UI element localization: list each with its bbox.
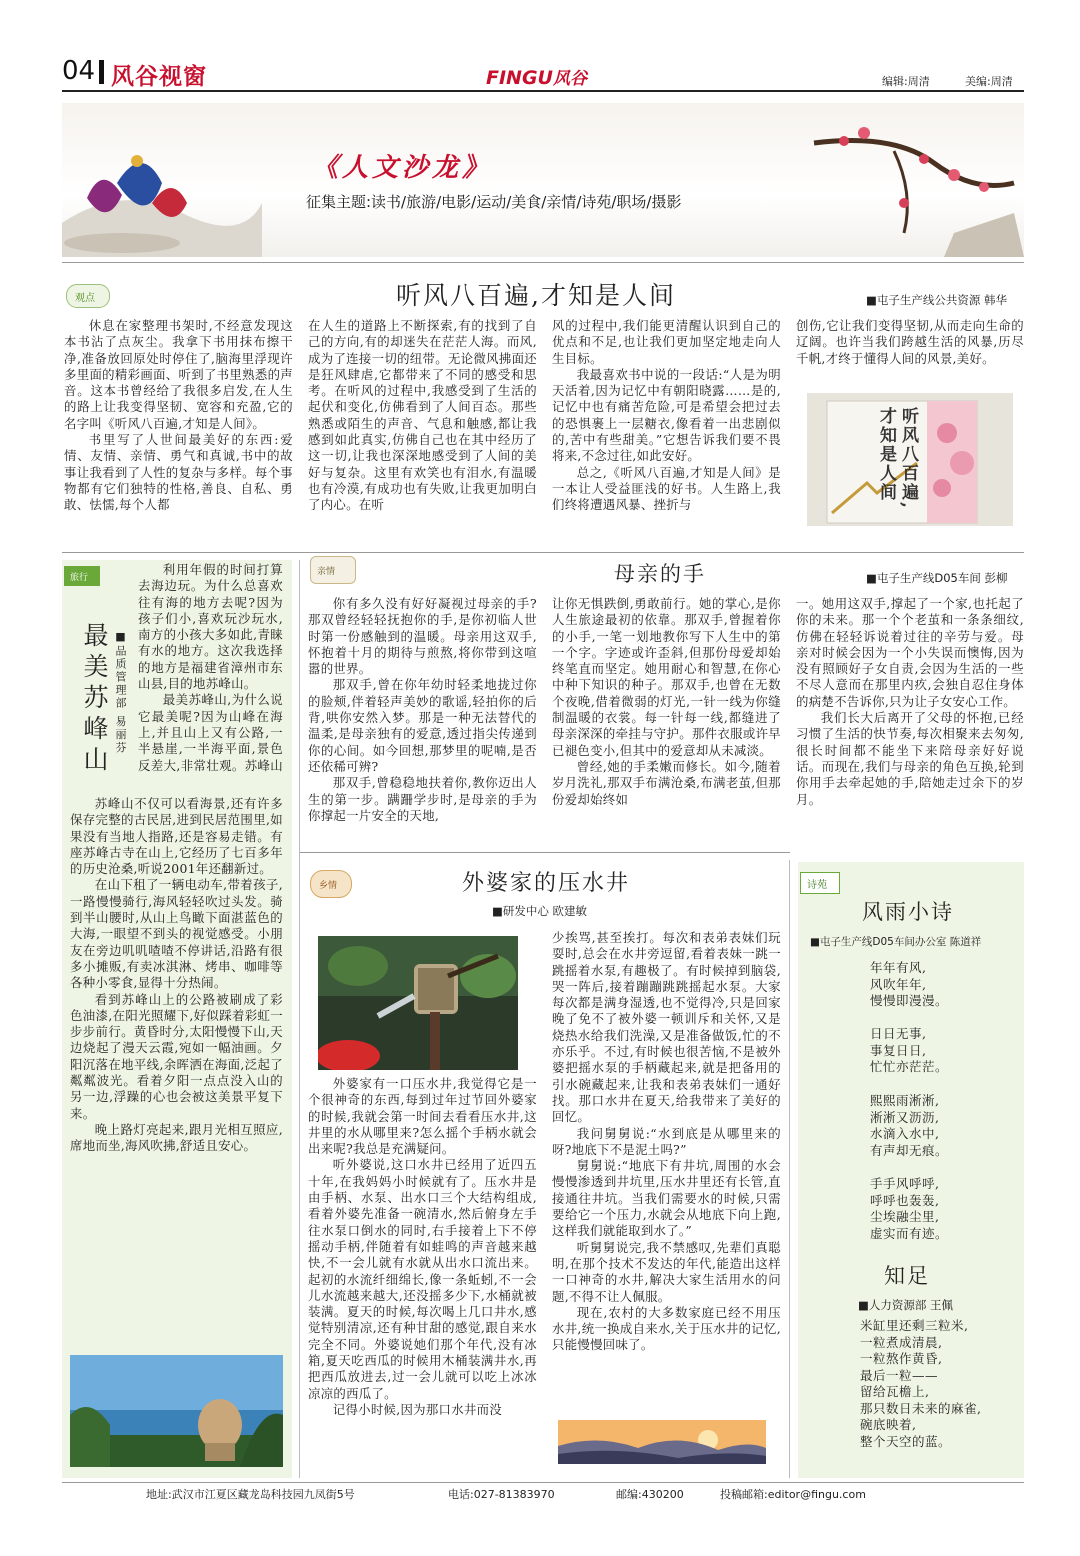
tag-label: 观点 xyxy=(75,293,95,304)
paragraph: 让你无惧跌倒,勇敢前行。她的掌心,是你人生旅途最初的依靠。那双手,曾握着你的小手,一笔一划地教你写下人生中的第一个字。字迹或许歪斜,但那份母爱却始终笔直而坚定。她用耐心和智慧,在你心中种下知识的种子。那双手,也曾在无数个夜晚,借着微弱的灯光,一针一线为你缝制温暖的衣裳。每一针每一线,都缝进了母亲深深的牵挂与守护。那件衣服或许早已褪色变小,但其中的爱意却从未减淡。 xyxy=(552,596,781,758)
column-divider xyxy=(299,560,300,1478)
sunset-illustration xyxy=(558,1420,766,1464)
article-column xyxy=(552,318,781,514)
book-cover-image xyxy=(807,393,1013,526)
paragraph: 外婆家有一口压水井,我觉得它是一个很神奇的东西,每到过年过节回外婆家的时候,我就会第一时间去看看压水井,这井里的水从哪里来?怎么摇个手柄水就会出来呢?我总是充满疑问。 xyxy=(308,1076,537,1157)
tag-icon-opinion xyxy=(66,284,110,308)
tag-icon-family xyxy=(310,556,356,584)
banner-title: 《人文沙龙》 xyxy=(312,153,493,183)
footer-email[interactable]: 投稿邮箱:editor@fingu.com xyxy=(720,1488,866,1501)
poem-byline: ■人力资源部 王佩 xyxy=(858,1298,954,1312)
poem-title: 知足 xyxy=(884,1264,930,1288)
poem-stanza: 年年有风, 风吹年年, 慢慢即漫漫。 xyxy=(870,960,949,1008)
column-divider xyxy=(789,860,790,1478)
banner-topics: 征集主题:读书/旅游/电影/运动/美食/亲情/诗苑/职场/摄影 xyxy=(306,193,682,211)
banner-decoration-right xyxy=(804,103,1024,257)
paragraph: 创伤,它让我们变得坚韧,从而走向生命的辽阔。也许当我们跨越生活的风暴,历尽千帆,才终于懂得人间的风景,美好。 xyxy=(796,318,1024,366)
paragraph: 看到苏峰山上的公路被刷成了彩色油漆,在阳光照耀下,好似踩着彩虹一步步前行。黄昏时分,太阳慢慢下山,天边烧起了漫天云霞,宛如一幅油画。夕阳沉落在地平线,余晖洒在海面,泛起了粼粼波光。看着夕阳一点点没入山的另一边,浮躁的心也会被这美景平复下来。 xyxy=(70,991,283,1121)
footer-phone: 电话:027-81383970 xyxy=(448,1488,555,1501)
article-byline: ■品质管理部 易丽芬 xyxy=(114,630,127,755)
page-number: 04 xyxy=(62,56,96,86)
article-title: 最美苏峰山 xyxy=(80,622,109,777)
article-column xyxy=(796,318,1024,367)
paragraph: 听舅舅说完,我不禁感叹,先辈们真聪明,在那个技术不发达的年代,能造出这样一口神奇的水井,解决大家生活用水的问题,不得不让人佩服。 xyxy=(552,1239,781,1304)
article-title: 外婆家的压水井 xyxy=(462,871,631,896)
article-title: 母亲的手 xyxy=(614,562,706,586)
poem-title: 风雨小诗 xyxy=(862,900,954,924)
paragraph: 那双手,曾稳稳地扶着你,教你迈出人生的第一步。蹒跚学步时,是母亲的手为你撑起一片安全的天地, xyxy=(308,775,537,823)
poem-stanza: 手手风呼呼, 呼呼也轰轰, 尘埃融尘里, 虚实而有迹。 xyxy=(870,1176,949,1241)
paragraph: 最美苏峰山,为什么说它最美呢?因为山峰在海上,并且山上又有公路,一半悬崖,一半海平面,景色反差大,非常壮观。苏峰山 xyxy=(138,692,283,773)
paragraph: 休息在家整理书架时,不经意发现这本书沾了点灰尘。我拿下书用抹布擦干净,准备放回原处时停住了,脑海里浮现许多里面的精彩画面、听到了书里熟悉的声音。这本书曾经给了我很多启发,在人生的路上让我变得坚韧、宽容和充盈,它的名字叫《听风八百遍,才知是人间》。 xyxy=(64,318,293,431)
paragraph: 书里写了人世间最美好的东西:爱情、友情、亲情、勇气和真诚,书中的故事让我看到了人性的复杂与多样。每个事物都有它们独特的性格,善良、自私、勇敢、怯懦,每个人都 xyxy=(64,432,293,513)
footer-postcode: 邮编:430200 xyxy=(616,1488,684,1501)
article-column xyxy=(64,318,293,514)
article-byline: ■屯子生产线公共资源 韩华 xyxy=(866,293,1008,307)
article-column xyxy=(552,596,781,808)
poem-stanza: 熙熙雨淅淅, 淅淅又沥沥, 水滴入水中, 有声却无痕。 xyxy=(870,1093,949,1158)
paragraph: 你有多久没有好好凝视过母亲的手?那双曾经轻轻抚抱你的手,是你初临人世时第一份感触到的温暖。母亲用这双手,怀抱着十月的期待与煎熬,将你带到这喧嚣的世界。 xyxy=(308,596,537,677)
article-byline: ■研发中心 欧建敏 xyxy=(492,904,588,918)
paragraph: 总之,《听风八百遍,才知是人间》是一本让人受益匪浅的好书。人生路上,我们终将遭遇风暴、挫折与 xyxy=(552,464,781,513)
paragraph: 记得小时候,因为那口水井而没 xyxy=(332,1401,503,1417)
poem-byline: ■屯子生产线D05车间办公室 陈道祥 xyxy=(810,936,982,948)
tag-label: 亲情 xyxy=(317,567,336,577)
logo-cn: 风谷 xyxy=(552,69,587,89)
logo-text: FINGU xyxy=(486,67,553,89)
tag-label: 旅行 xyxy=(70,573,89,583)
article-column xyxy=(308,318,537,514)
paragraph: 风的过程中,我们能更清醒认识到自己的优点和不足,也让我们更加坚定地走向人生目标。 xyxy=(552,318,781,366)
book-title: 听风八百遍,才知是人间 xyxy=(876,407,918,510)
section-rule xyxy=(62,552,1024,553)
article-column xyxy=(552,930,781,1354)
paragraph: 听外婆说,这口水井已经用了近四五十年,在我妈妈小时候就有了。压水井是由手柄、水泵、出水口三个大结构组成,看着外婆先准备一碗清水,然后俯身左手往水泵口倒水的同时,右手接着上下不停摇动手柄,伴随着有如蛙鸣的声音越来越快,不一会儿就有水就从出水口流出来。起初的水流纤细绵长,像一条蚯蚓,不一会儿水流越来越大,还没摇多少下,水桶就被装满。夏天的时候,每次喝上几口井水,感觉特别清凉,还有种甘甜的感觉,跟自来水完全不同。外婆说她们那个年代,没有冰箱,夏天吃西瓜的时候用木桶装满井水,再把西瓜放进去,过一会儿就可以吃上冰冰凉凉的西瓜了。 xyxy=(308,1157,537,1401)
article-column xyxy=(796,596,1024,808)
paragraph: 我问舅舅说:“水到底是从哪里来的呀?地底下不是泥土吗?” xyxy=(552,1125,781,1157)
tag-icon-travel xyxy=(64,566,100,586)
poem-stanza: 日日无事, 事复日日, 忙忙亦茫茫。 xyxy=(870,1026,949,1074)
article-column xyxy=(138,562,283,773)
article-column xyxy=(308,596,537,824)
banner-rule xyxy=(62,262,1024,263)
banner-decoration-left xyxy=(62,103,262,257)
paragraph: 苏峰山不仅可以看海景,还有许多保存完整的古民居,进到民居范围里,如果没有当地人指路,还是容易走错。有座苏峰古寺在山上,它经历了七百多年的历史沧桑,听说2001年还翻新过。 xyxy=(70,796,283,877)
designer-credit: 美编:周清 xyxy=(965,75,1013,88)
seaside-illustration xyxy=(70,1355,283,1467)
seaside-photo xyxy=(70,1355,283,1467)
paragraph: 舅舅说:“地底下有井坑,周围的水会慢慢渗透到井坑里,压水井里还有长管,直接通往井坑。当我们需要水的时候,只需要给它一个压力,水就会从地底下向上跑,这样我们就能取到水了。” xyxy=(552,1158,781,1239)
header-rule xyxy=(62,90,1024,92)
footer-rule xyxy=(62,1482,1024,1483)
tag-icon-poetry xyxy=(800,872,840,894)
water-pump-photo xyxy=(318,936,518,1070)
tag-label: 诗苑 xyxy=(807,880,827,891)
paragraph: 在山下租了一辆电动车,带着孩子,一路慢慢骑行,海风轻轻吹过头发。骑到半山腰时,从山上鸟瞰下面湛蓝色的大海,一眼望不到头的视觉感受。小朋友在旁边叽叽喳喳不停讲话,沿路有很多小摊贩,有卖冰淇淋、烤串、咖啡等各种小零食,显得十分热闹。 xyxy=(70,877,283,991)
paragraph: 现在,农村的大多数家庭已经不用压水井,统一换成自来水,关于压水井的记忆,只能慢慢回味了。 xyxy=(552,1304,781,1353)
banner xyxy=(62,103,1024,257)
poem-body: 米缸里还剩三粒米, 一粒煮成清晨, 一粒熬作黄昏, 最后一粒—— 留给瓦檐上, 那只数日未来的麻雀, 碗底映着, 整个天空的蓝。 xyxy=(860,1318,982,1449)
editor-credit: 编辑:周清 xyxy=(882,75,930,88)
fingu-logo xyxy=(486,64,587,89)
tag-label: 乡情 xyxy=(319,881,338,891)
footer-address: 地址:武汉市江夏区藏龙岛科技园九凤街5号 xyxy=(146,1488,355,1501)
paragraph: 利用年假的时间打算去海边玩。为什么总喜欢往有海的地方去呢?因为孩子们小,喜欢玩沙玩水,南方的小孩大多如此,青睐有水的地方。这次我选择的地方是福建省漳州市东山县,目的地苏峰山。 xyxy=(138,562,283,692)
paragraph: 我们长大后离开了父母的怀抱,已经习惯了生活的快节奏,每次相聚来去匆匆,很长时间都不能坐下来陪母亲好好说话。而现在,我们与母亲的角色互换,轮到你用手去牵起她的手,陪她走过余下的岁月。 xyxy=(796,710,1024,807)
page-number-divider xyxy=(99,60,104,84)
article-title: 听风八百遍,才知是人间 xyxy=(396,281,676,310)
article-column xyxy=(308,1076,537,1418)
paragraph: 曾经,她的手柔嫩而修长。如今,随着岁月洗礼,那双手布满沧桑,布满老茧,但那份爱却始终如 xyxy=(552,758,781,807)
sunset-graphic xyxy=(558,1420,766,1464)
paragraph: 在人生的道路上不断探索,有的找到了自己的方向,有的却迷失在茫茫人海。而风,成为了连接一切的纽带。无论微风拂面还是狂风肆虐,它都带来了不同的感受和思考。在听风的过程中,我感受到了生活的起伏和变化,仿佛看到了人间百态。那些熟悉或陌生的声音、气息和触感,都让我感到如此真实,仿佛自己也在其中经历了这一切,让我也深深地感受到了人间的美好与复杂。这里有欢笑也有泪水,有温暖也有冷漠,有成功也有失败,让我更加明白了内心。在听 xyxy=(308,318,537,513)
pump-illustration xyxy=(318,936,518,1070)
tag-icon-hometown xyxy=(310,870,352,898)
section-rule xyxy=(300,852,790,853)
paragraph: 一。她用这双手,撑起了一个家,也托起了你的未来。那一个个老茧和一条条细纹,仿佛在轻轻诉说着过往的辛劳与爱。母亲对时候会因为一个小失误而懊悔,因为没有照顾好子女自责,会因为生活的一些不尽人意而在那里内疚,会独自忍住身体的病楚不告诉你,只为让子女安心工作。 xyxy=(796,596,1024,709)
paragraph: 那双手,曾在你年幼时轻柔地拢过你的脸颊,伴着轻声美妙的歌谣,轻拍你的后背,哄你安然入梦。那是一种无法替代的温柔,是母亲独有的爱意,透过指尖传递到你的心间。如今回想,那梦里的呢喃,是否还依稀可辨? xyxy=(308,677,537,774)
article-column xyxy=(70,796,283,1155)
paragraph: 少挨骂,甚至挨打。每次和表弟表妹们玩耍时,总会在水井旁逗留,看着表妹一跳一跳摇着水泵,有趣极了。有时候掉到脑袋,哭一阵后,接着蹦蹦跳跳摇起水泵。大家每次都是满身湿透,也不觉得冷,只是回家晚了免不了被外婆一顿训斥和关怀,又是烧热水给我们洗澡,又是准备做饭,忙的不亦乐乎。不过,有时候也很苦恼,不是被外婆把摇水泵的手柄藏起来,就是把备用的引水碗藏起来,让我和表弟表妹们一通好找。那口水井在夏天,给我带来了美好的回忆。 xyxy=(552,930,781,1125)
paragraph: 晚上路灯亮起来,跟月光相互照应,席地而坐,海风吹拂,舒适且安心。 xyxy=(70,1121,283,1154)
section-title: 风谷视窗 xyxy=(111,64,207,90)
article-byline: ■屯子生产线D05车间 彭柳 xyxy=(866,571,1008,585)
paragraph: 我最喜欢书中说的一段话:“人是为明天活着,因为记忆中有朝阳晓露……是的,记忆中也有痛苦危险,可是希望会把过去的恐惧裹上一层糖衣,像看着一出悲剧似的,苦中有些甜美。”它想告诉我们要不畏将来,不念过往,如此安好。 xyxy=(552,366,781,464)
